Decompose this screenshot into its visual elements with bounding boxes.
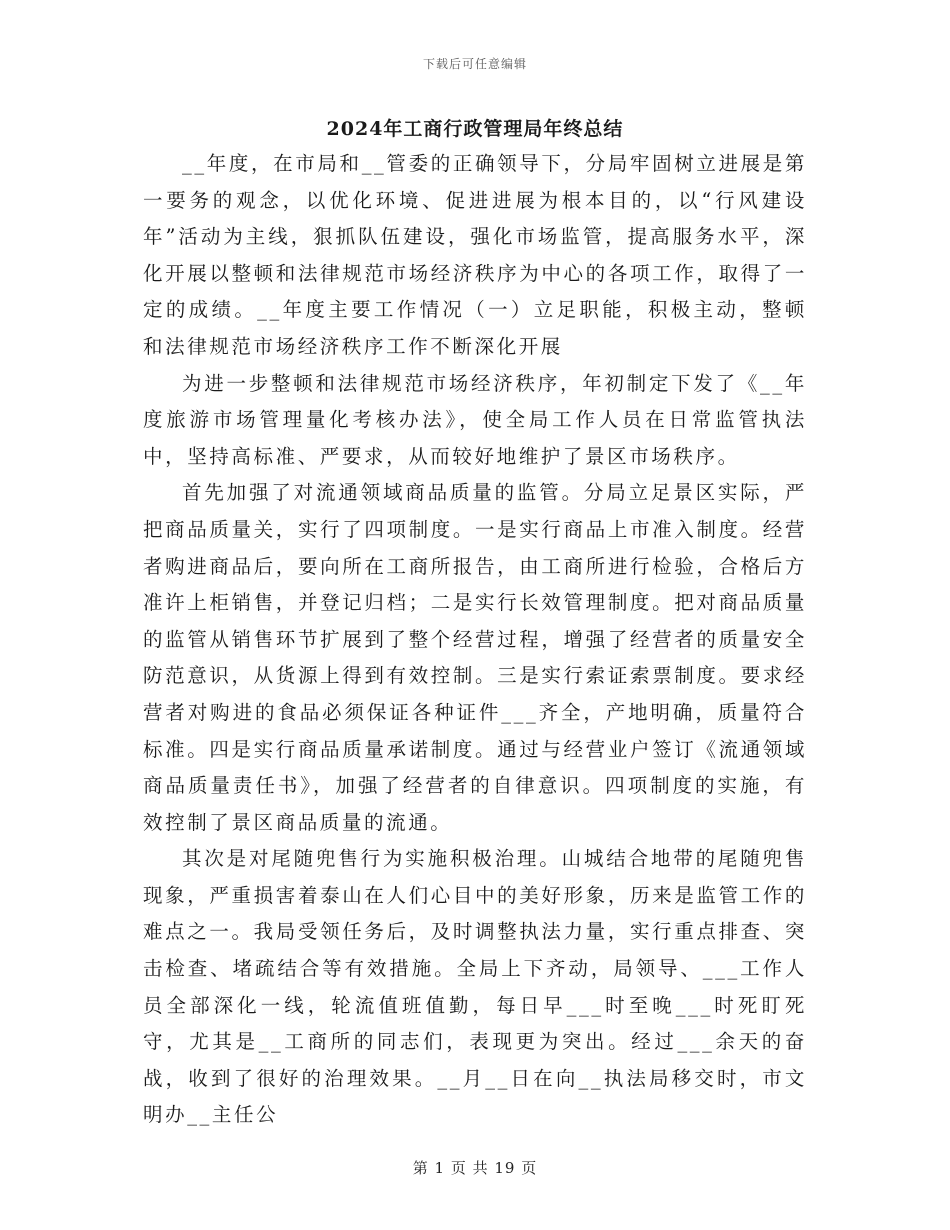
paragraph-1: __年度，在市局和__管委的正确领导下，分局牢固树立进展是第一要务的观念，以优化环境、促进进展为根本目的，以“行风建设年”活动为主线，狠抓队伍建设，强化市场监管，提高服务水平，深化开展以整顿和法律规范市场经济秩序为中心的各项工作，取得了一定的成绩。__年度主要工作情况（一）立足职能，积极主动，整顿和法律规范市场经济秩序工作不断深化开展 <box>143 152 807 358</box>
header-note: 下载后可任意编辑 <box>422 57 527 71</box>
page-number: 第 1 页 共 19 页 <box>412 1159 538 1177</box>
paragraph-4: 其次是对尾随兜售行为实施积极治理。山城结合地带的尾随兜售现象，严重损害着泰山在人们心目中的美好形象，历来是监管工作的难点之一。我局受领任务后，及时调整执法力量，实行重点排查、突击检查、堵疏结合等有效措施。全局上下齐动，局领导、___工作人员全部深化一线，轮流值班值勤，每日早___时至晚___时死盯死守，尤其是__工商所的同志们，表现更为突出。经过___余天的奋战，收到了很好的治理效果。__月__日在向__执法局移交时，市文明办__主任公 <box>143 847 807 1127</box>
paragraph-2: 为进一步整顿和法律规范市场经济秩序，年初制定下发了《__年度旅游市场管理量化考核办法》，使全局工作人员在日常监管执法中，坚持高标准、严要求，从而较好地维护了景区市场秩序。 <box>143 371 807 468</box>
paragraph-3: 首先加强了对流通领域商品质量的监管。分局立足景区实际，严把商品质量关，实行了四项制度。一是实行商品上市准入制度。经营者购进商品后，要向所在工商所报告，由工商所进行检验，合格后方准许上柜销售，并登记归档；二是实行长效管理制度。把对商品质量的监管从销售环节扩展到了整个经营过程，增强了经营者的质量安全防范意识，从货源上得到有效控制。三是实行索证索票制度。要求经营者对购进的食品必须保证各种证件___齐全，产地明确，质量符合标准。四是实行商品质量承诺制度。通过与经营业户签订《流通领域商品质量责任书》，加强了经营者的自律意识。四项制度的实施，有效控制了景区商品质量的流通。 <box>143 481 807 834</box>
document-body <box>143 146 807 1134</box>
document-title: 2024年工商行政管理局年终总结 <box>326 118 624 140</box>
